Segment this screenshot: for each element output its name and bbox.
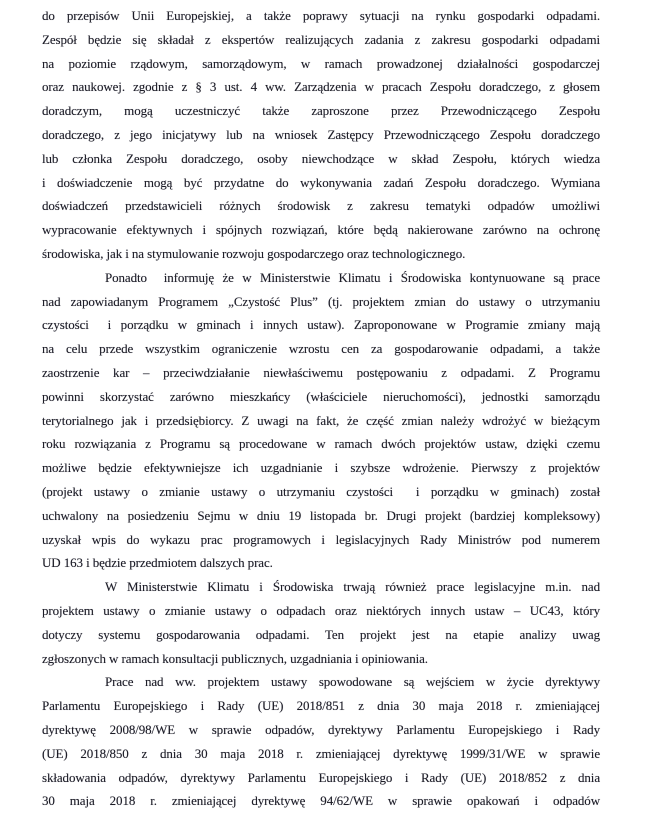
text-line: Prace nad ww. projektem ustawy spowodowane są wejściem w życie dyrektywy bbox=[105, 674, 600, 690]
text-line: wypracowanie efektywnych i spójnych rozwiązań, które będą nakierowane zarówno na ochronę bbox=[42, 222, 600, 238]
text-line: do przepisów Unii Europejskiej, a także poprawy sytuacji na rynku gospodarki odpadami. bbox=[42, 8, 600, 23]
text-line: uzyskał wpis do wykazu prac programowych i legislacyjnych Rady Ministrów pod numerem bbox=[42, 531, 600, 547]
text-line: Zespół będzie się składał z ekspertów realizujących zadania z zakresu gospodarki odpadami bbox=[42, 31, 600, 47]
text-line: lub członka Zespołu doradczego, osoby niewchodzące w skład Zespołu, których wiedza bbox=[42, 150, 600, 166]
document-text-block bbox=[42, 4, 600, 813]
text-line: UD 163 i będzie przedmiotem dalszych prac. bbox=[42, 555, 273, 571]
text-line: zaostrzenie kar – przeciwdziałanie niewłaściwemu postępowaniu z odpadami. Z Programu bbox=[42, 364, 600, 380]
text-line: doświadczeń przedstawicieli różnych środowisk z zakresu tematyki odpadów umożliwi bbox=[42, 198, 600, 214]
text-line: roku rozwiązania z Programu są procedowane w ramach dwóch projektów ustaw, dzięki czemu bbox=[42, 436, 600, 452]
text-line: Parlamentu Europejskiego i Rady (UE) 2018/851 z dnia 30 maja 2018 r. zmieniającej bbox=[42, 698, 600, 714]
text-line: (UE) 2018/850 z dnia 30 maja 2018 r. zmieniającej dyrektywę 1999/31/WE w sprawie bbox=[42, 745, 600, 761]
text-line: składowania odpadów, dyrektywy Parlamentu Europejskiego i Rady (UE) 2018/852 z dnia bbox=[42, 769, 600, 785]
text-line: oraz naukowej. zgodnie z § 3 ust. 4 ww. Zarządzenia w pracach Zespołu doradczego, z głosem bbox=[42, 79, 600, 95]
text-line: czystości i porządku w gminach i innych ustaw). Zaproponowane w Programie zmiany mają bbox=[42, 317, 600, 333]
text-line: Ponadto informuję że w Ministerstwie Klimatu i Środowiska kontynuowane są prace bbox=[105, 269, 600, 285]
text-line: i doświadczenie mogą być przydatne do wykonywania zadań Zespołu doradczego. Wymiana bbox=[42, 174, 600, 190]
text-line: W Ministerstwie Klimatu i Środowiska trwają również prace legislacyjne m.in. nad bbox=[105, 579, 600, 595]
text-line: (projekt ustawy o zmianie ustawy o utrzymaniu czystości i porządku w gminach) został bbox=[42, 483, 600, 499]
text-line: możliwe będzie efektywniejsze ich uzgadnianie i szybsze wdrożenie. Pierwszy z projektów bbox=[42, 460, 600, 476]
text-line: doradczym, mogą uczestniczyć także zaproszone przez Przewodniczącego Zespołu bbox=[42, 103, 600, 119]
text-line: terytorialnego jak i przedsiębiorcy. Z uwagi na fakt, że część zmian należy wdrożyć w bieżącym bbox=[42, 412, 600, 428]
text-line: 30 maja 2018 r. zmieniającej dyrektywę 94/62/WE w sprawie opakowań i odpadów bbox=[42, 793, 600, 809]
text-line: na celu przede wszystkim ograniczenie wzrostu cen za gospodarowanie odpadami, a także bbox=[42, 341, 600, 357]
text-line: środowiska, jak i na stymulowanie rozwoju gospodarczego oraz technologicznego. bbox=[42, 245, 466, 261]
text-line: projektem ustawy o zmianie ustawy o odpadach oraz niektórych innych ustaw – UC43, który bbox=[42, 602, 600, 618]
text-line: zgłoszonych w ramach konsultacji publicznych, uzgadniania i opiniowania. bbox=[42, 650, 428, 666]
text-line: dyrektywę 2008/98/WE w sprawie odpadów, dyrektywy Parlamentu Europejskiego i Rady bbox=[42, 721, 600, 737]
text-line: dotyczy systemu gospodarowania odpadami. Ten projekt jest na etapie analizy uwag bbox=[42, 626, 600, 642]
text-line: powinni skorzystać zarówno mieszkańcy (właściciele nieruchomości), jednostki samorządu bbox=[42, 388, 600, 404]
text-line: doradczego, z jego inicjatywy lub na wniosek Zastępcy Przewodniczącego Zespołu doradczego bbox=[42, 126, 600, 142]
text-line: uchwalony na posiedzeniu Sejmu w dniu 19 listopada br. Drugi projekt (bardziej kompleksowy) bbox=[42, 507, 600, 523]
text-line: nad zapowiadanym Programem „Czystość Plus” (tj. projektem zmian do ustawy o utrzymaniu bbox=[42, 293, 600, 309]
text-line: na poziomie rządowym, samorządowym, w ramach prowadzonej działalności gospodarczej bbox=[42, 55, 600, 71]
